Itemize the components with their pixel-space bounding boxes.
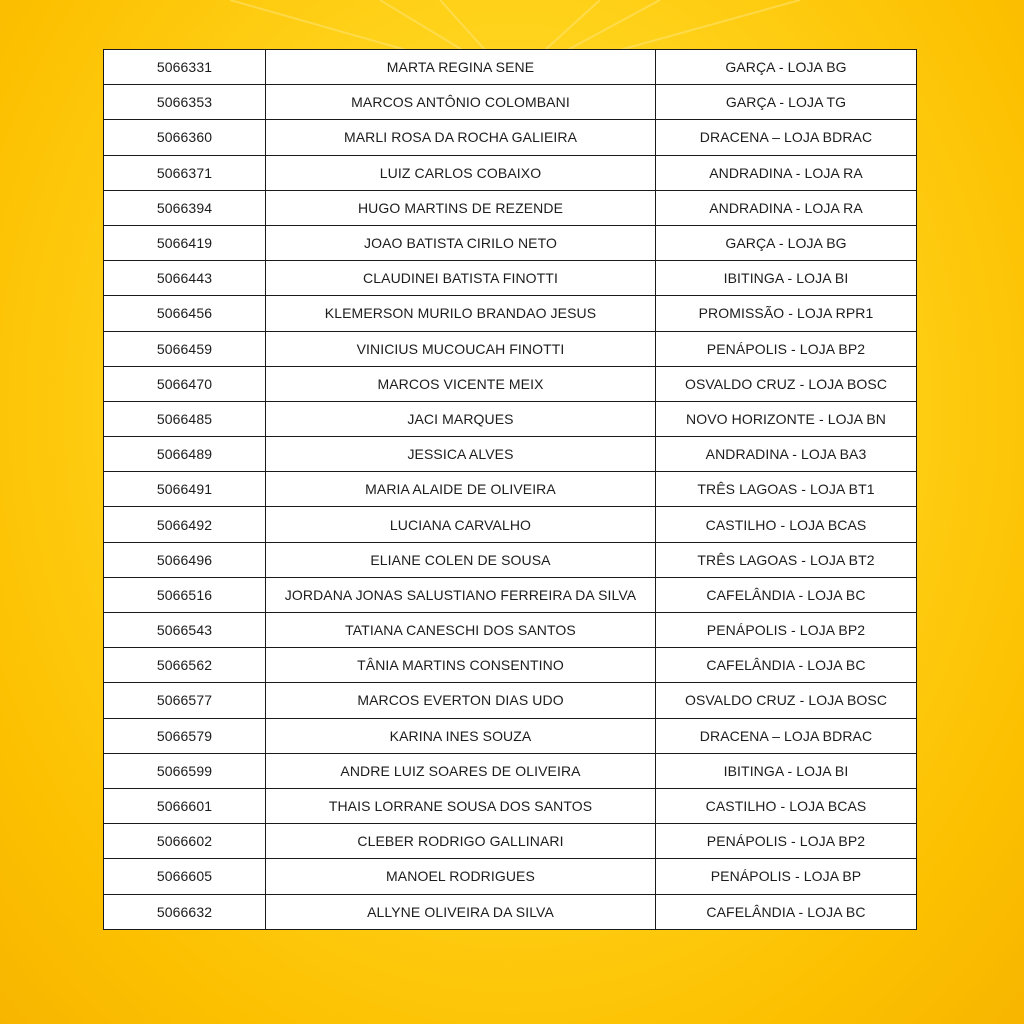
- employee-code-cell: 5066419: [104, 225, 266, 260]
- employee-name-cell: LUCIANA CARVALHO: [266, 507, 656, 542]
- table-row: [104, 366, 917, 401]
- employee-name-cell: JESSICA ALVES: [266, 437, 656, 472]
- store-location-cell: ANDRADINA - LOJA RA: [656, 190, 917, 225]
- employee-code-cell: 5066602: [104, 824, 266, 859]
- table-row: [104, 753, 917, 788]
- employee-name-cell: MANOEL RODRIGUES: [266, 859, 656, 894]
- store-location-cell: TRÊS LAGOAS - LOJA BT2: [656, 542, 917, 577]
- employee-store-table: [103, 49, 917, 930]
- employee-name-cell: MARCOS VICENTE MEIX: [266, 366, 656, 401]
- employee-code-cell: 5066492: [104, 507, 266, 542]
- store-location-cell: DRACENA – LOJA BDRAC: [656, 120, 917, 155]
- table-row: [104, 437, 917, 472]
- employee-code-cell: 5066562: [104, 648, 266, 683]
- table-row: [104, 683, 917, 718]
- employee-store-table-container: [103, 49, 916, 930]
- table-row: [104, 542, 917, 577]
- table-row: [104, 296, 917, 331]
- table-row: [104, 788, 917, 823]
- store-location-cell: CAFELÂNDIA - LOJA BC: [656, 577, 917, 612]
- employee-code-cell: 5066516: [104, 577, 266, 612]
- employee-name-cell: ALLYNE OLIVEIRA DA SILVA: [266, 894, 656, 929]
- store-location-cell: ANDRADINA - LOJA RA: [656, 155, 917, 190]
- employee-code-cell: 5066489: [104, 437, 266, 472]
- employee-code-cell: 5066470: [104, 366, 266, 401]
- store-location-cell: PENÁPOLIS - LOJA BP2: [656, 824, 917, 859]
- employee-name-cell: KARINA INES SOUZA: [266, 718, 656, 753]
- employee-code-cell: 5066394: [104, 190, 266, 225]
- store-location-cell: PENÁPOLIS - LOJA BP: [656, 859, 917, 894]
- table-row: [104, 824, 917, 859]
- table-row: [104, 50, 917, 85]
- employee-name-cell: CLAUDINEI BATISTA FINOTTI: [266, 261, 656, 296]
- employee-code-cell: 5066605: [104, 859, 266, 894]
- store-location-cell: PROMISSÃO - LOJA RPR1: [656, 296, 917, 331]
- employee-name-cell: THAIS LORRANE SOUSA DOS SANTOS: [266, 788, 656, 823]
- employee-code-cell: 5066353: [104, 85, 266, 120]
- table-body: [104, 50, 917, 930]
- employee-code-cell: 5066577: [104, 683, 266, 718]
- table-row: [104, 613, 917, 648]
- employee-code-cell: 5066496: [104, 542, 266, 577]
- employee-name-cell: VINICIUS MUCOUCAH FINOTTI: [266, 331, 656, 366]
- employee-name-cell: KLEMERSON MURILO BRANDAO JESUS: [266, 296, 656, 331]
- table-row: [104, 648, 917, 683]
- table-row: [104, 261, 917, 296]
- employee-name-cell: LUIZ CARLOS COBAIXO: [266, 155, 656, 190]
- table-row: [104, 507, 917, 542]
- store-location-cell: CAFELÂNDIA - LOJA BC: [656, 894, 917, 929]
- store-location-cell: IBITINGA - LOJA BI: [656, 753, 917, 788]
- store-location-cell: GARÇA - LOJA BG: [656, 225, 917, 260]
- employee-name-cell: CLEBER RODRIGO GALLINARI: [266, 824, 656, 859]
- table-row: [104, 85, 917, 120]
- store-location-cell: DRACENA – LOJA BDRAC: [656, 718, 917, 753]
- store-location-cell: TRÊS LAGOAS - LOJA BT1: [656, 472, 917, 507]
- store-location-cell: CAFELÂNDIA - LOJA BC: [656, 648, 917, 683]
- table-row: [104, 225, 917, 260]
- table-row: [104, 120, 917, 155]
- employee-name-cell: TATIANA CANESCHI DOS SANTOS: [266, 613, 656, 648]
- employee-code-cell: 5066485: [104, 401, 266, 436]
- employee-code-cell: 5066601: [104, 788, 266, 823]
- employee-name-cell: HUGO MARTINS DE REZENDE: [266, 190, 656, 225]
- store-location-cell: OSVALDO CRUZ - LOJA BOSC: [656, 683, 917, 718]
- employee-code-cell: 5066443: [104, 261, 266, 296]
- store-location-cell: IBITINGA - LOJA BI: [656, 261, 917, 296]
- employee-name-cell: MARTA REGINA SENE: [266, 50, 656, 85]
- store-location-cell: GARÇA - LOJA BG: [656, 50, 917, 85]
- employee-code-cell: 5066579: [104, 718, 266, 753]
- employee-code-cell: 5066456: [104, 296, 266, 331]
- table-row: [104, 331, 917, 366]
- employee-name-cell: MARCOS EVERTON DIAS UDO: [266, 683, 656, 718]
- store-location-cell: CASTILHO - LOJA BCAS: [656, 788, 917, 823]
- employee-code-cell: 5066459: [104, 331, 266, 366]
- table-row: [104, 155, 917, 190]
- employee-name-cell: MARLI ROSA DA ROCHA GALIEIRA: [266, 120, 656, 155]
- employee-code-cell: 5066360: [104, 120, 266, 155]
- employee-name-cell: JACI MARQUES: [266, 401, 656, 436]
- employee-code-cell: 5066491: [104, 472, 266, 507]
- employee-name-cell: MARIA ALAIDE DE OLIVEIRA: [266, 472, 656, 507]
- store-location-cell: ANDRADINA - LOJA BA3: [656, 437, 917, 472]
- store-location-cell: PENÁPOLIS - LOJA BP2: [656, 613, 917, 648]
- table-row: [104, 190, 917, 225]
- store-location-cell: PENÁPOLIS - LOJA BP2: [656, 331, 917, 366]
- store-location-cell: CASTILHO - LOJA BCAS: [656, 507, 917, 542]
- employee-code-cell: 5066599: [104, 753, 266, 788]
- store-location-cell: OSVALDO CRUZ - LOJA BOSC: [656, 366, 917, 401]
- table-row: [104, 718, 917, 753]
- store-location-cell: NOVO HORIZONTE - LOJA BN: [656, 401, 917, 436]
- table-row: [104, 401, 917, 436]
- table-row: [104, 577, 917, 612]
- employee-name-cell: ELIANE COLEN DE SOUSA: [266, 542, 656, 577]
- employee-name-cell: MARCOS ANTÔNIO COLOMBANI: [266, 85, 656, 120]
- employee-code-cell: 5066543: [104, 613, 266, 648]
- employee-name-cell: JOAO BATISTA CIRILO NETO: [266, 225, 656, 260]
- table-row: [104, 894, 917, 929]
- table-row: [104, 859, 917, 894]
- employee-code-cell: 5066331: [104, 50, 266, 85]
- employee-name-cell: TÂNIA MARTINS CONSENTINO: [266, 648, 656, 683]
- employee-name-cell: JORDANA JONAS SALUSTIANO FERREIRA DA SILVA: [266, 577, 656, 612]
- table-row: [104, 472, 917, 507]
- employee-code-cell: 5066371: [104, 155, 266, 190]
- employee-name-cell: ANDRE LUIZ SOARES DE OLIVEIRA: [266, 753, 656, 788]
- employee-code-cell: 5066632: [104, 894, 266, 929]
- store-location-cell: GARÇA - LOJA TG: [656, 85, 917, 120]
